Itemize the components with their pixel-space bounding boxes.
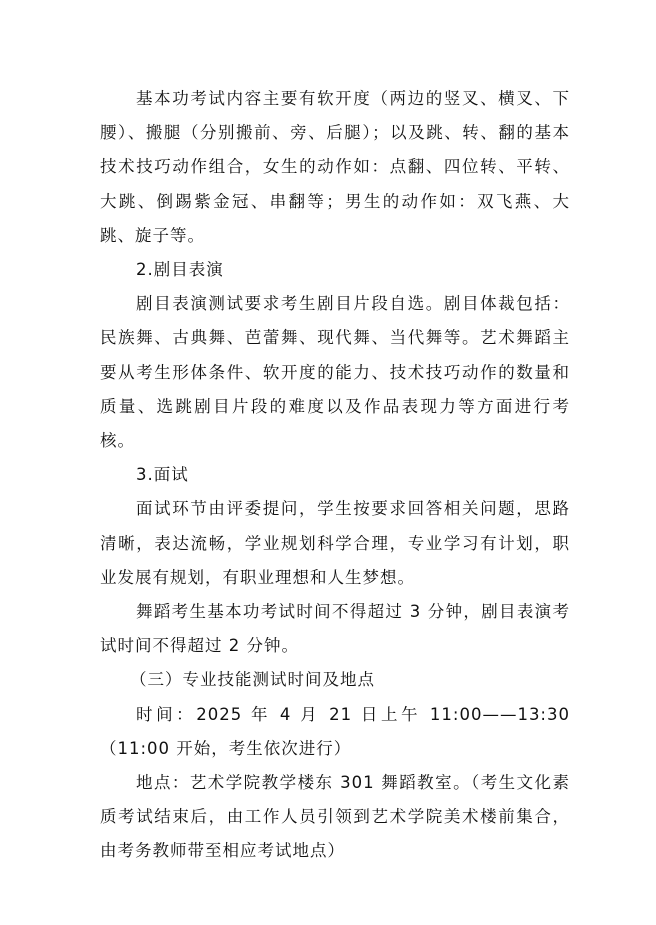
time-limit-paragraph: 舞蹈考生基本功考试时间不得超过 3 分钟，剧目表演考试时间不得超过 2 分钟。 bbox=[100, 602, 570, 656]
document-body bbox=[100, 82, 570, 869]
basic-skills-paragraph: 基本功考试内容主要有软开度（两边的竖叉、横叉、下腰）、搬腿（分别搬前、旁、后腿）；以及跳、转、翻的基本技术技巧动作组合，女生的动作如：点翻、四位转、平转、大跳、倒踢紫金冠、串翻等；男生的动作如：双飞燕、大跳、旋子等。 bbox=[100, 89, 570, 245]
interview-paragraph: 面试环节由评委提问，学生按要求回答相关问题，思路清晰，表达流畅，学业规划科学合理，专业学习有计划，职业发展有规划，有职业理想和人生梦想。 bbox=[100, 499, 570, 587]
repertoire-heading: 2.剧目表演 bbox=[136, 260, 224, 280]
interview-heading: 3.面试 bbox=[136, 465, 189, 485]
test-time-paragraph: 时间：2025 年 4 月 21 日上午 11:00——13:30（11:00 开始，考生依次进行） bbox=[100, 704, 570, 758]
repertoire-paragraph: 剧目表演测试要求考生剧目片段自选。剧目体裁包括：民族舞、古典舞、芭蕾舞、现代舞、当代舞等。艺术舞蹈主要从考生形体条件、软开度的能力、技术技巧动作的数量和质量、选跳剧目片段的难度以及作品表现力等方面进行考核。 bbox=[100, 294, 570, 451]
section-three-heading: （三）专业技能测试时间及地点 bbox=[130, 670, 375, 690]
test-location-paragraph: 地点：艺术学院教学楼东 301 舞蹈教室。（考生文化素质考试结束后，由工作人员引领到艺术学院美术楼前集合，由考务教师带至相应考试地点） bbox=[100, 773, 570, 861]
